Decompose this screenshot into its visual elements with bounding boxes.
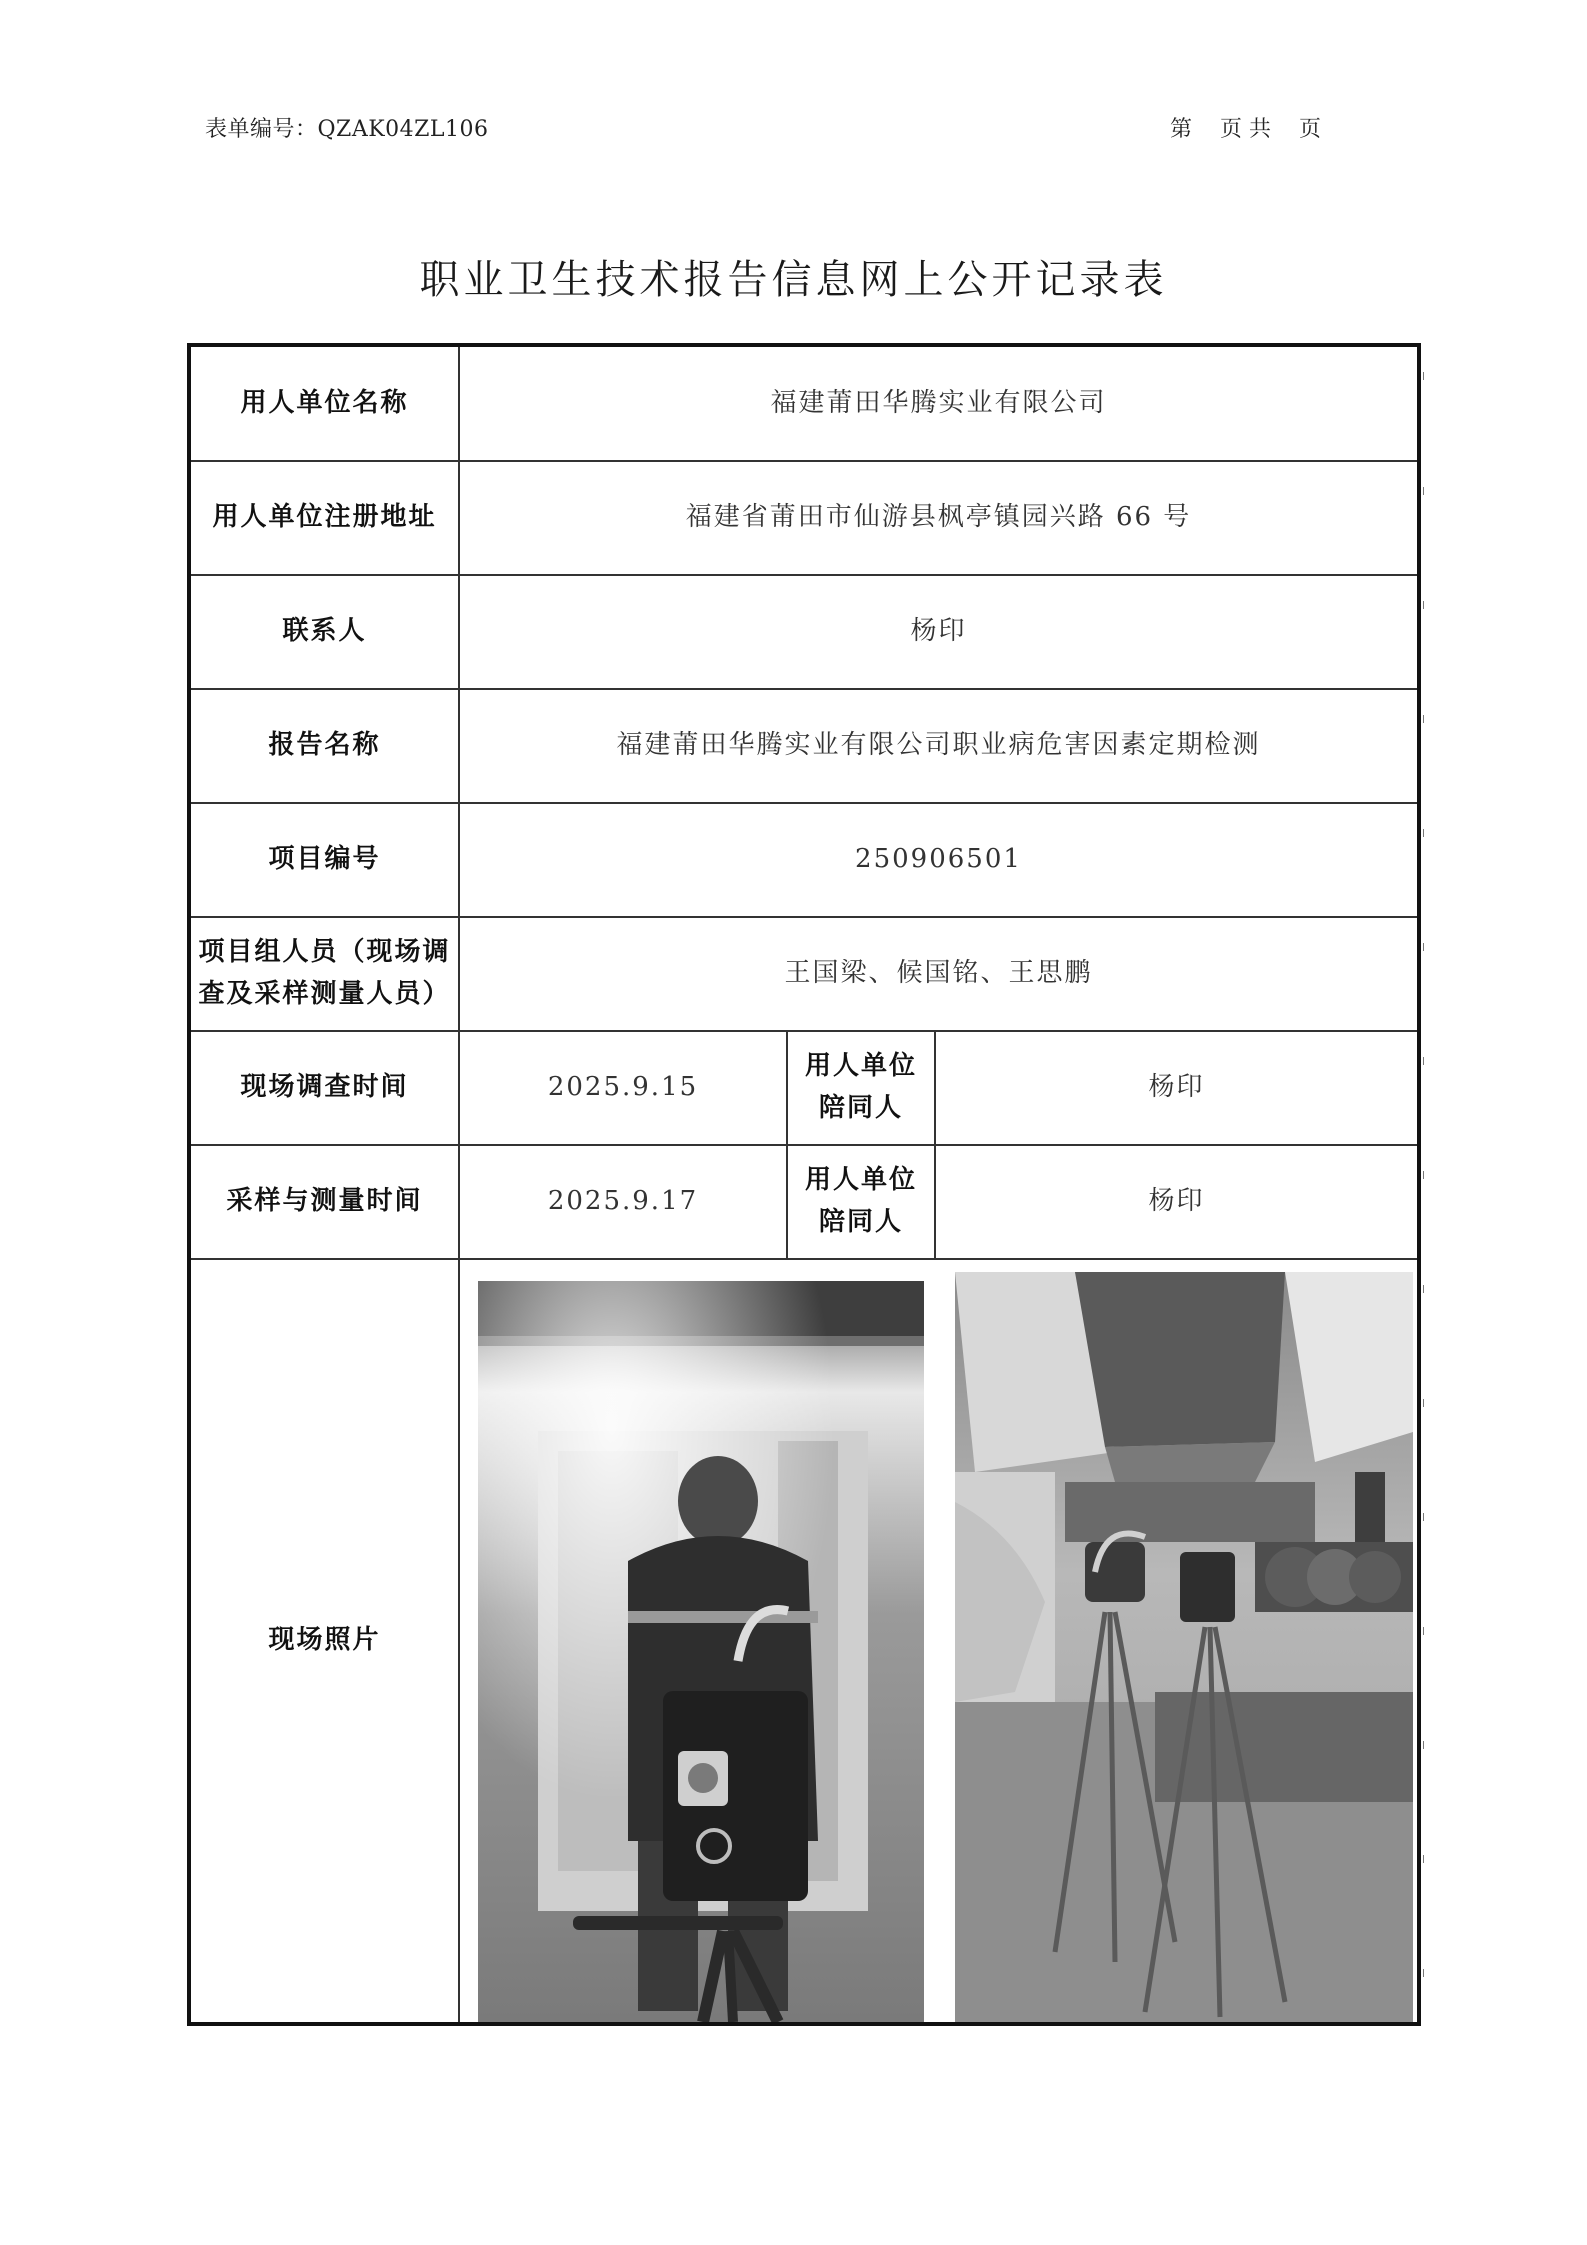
- address-label: 用人单位注册地址: [191, 462, 460, 574]
- row-contact: [191, 576, 1417, 690]
- sampling-escort-value: 杨印: [1148, 1186, 1205, 1217]
- survey-time-label: 现场调查时间: [191, 1032, 460, 1144]
- report-name-value: 福建莆田华腾实业有限公司职业病危害因素定期检测: [616, 730, 1261, 761]
- contact-label: 联系人: [191, 576, 460, 688]
- survey-escort-label-line1: 用人单位: [804, 1051, 917, 1082]
- report-name-label: 报告名称: [191, 690, 460, 802]
- row-project-number: [191, 804, 1417, 918]
- sampling-escort-label-line2: 陪同人: [818, 1207, 903, 1237]
- margin-tick: [1423, 715, 1430, 723]
- margin-tick: [1423, 1513, 1430, 1521]
- margin-tick: [1423, 1969, 1430, 1977]
- row-address: [191, 462, 1417, 576]
- margin-tick: [1423, 1741, 1430, 1749]
- margin-tick: [1423, 601, 1430, 609]
- margin-tick: [1423, 1855, 1430, 1863]
- site-photo-1-image: [478, 1281, 924, 2022]
- row-report-name: [191, 690, 1417, 804]
- photos-label: 现场照片: [191, 1260, 460, 2022]
- site-photo-1: [478, 1281, 924, 2022]
- margin-tick: [1423, 1285, 1430, 1293]
- row-survey-time: [191, 1032, 1417, 1146]
- margin-tick: [1423, 372, 1430, 380]
- team-label-line1: 项目组人员（现场调: [198, 937, 451, 968]
- project-number-label: 项目编号: [191, 804, 460, 916]
- record-table: [187, 343, 1421, 2026]
- team-label: [191, 918, 460, 1030]
- team-label-line2: 查及采样测量人员）: [198, 979, 451, 1009]
- survey-escort-label: [788, 1032, 936, 1144]
- survey-escort-value: 杨印: [1148, 1072, 1205, 1103]
- sampling-time-label: 采样与测量时间: [191, 1146, 460, 1258]
- company-name-label: 用人单位名称: [191, 347, 460, 460]
- row-sampling-time: [191, 1146, 1417, 1260]
- row-company-name: [191, 347, 1417, 462]
- site-photo-2-image: [955, 1272, 1413, 2022]
- margin-tick: [1423, 1171, 1430, 1179]
- form-number: 表单编号：QZAK04ZL106: [205, 117, 489, 142]
- site-photo-2: [955, 1272, 1413, 2022]
- team-value: 王国梁、候国铭、王思鹏: [784, 958, 1093, 989]
- margin-tick: [1423, 1057, 1430, 1065]
- margin-tick: [1423, 943, 1430, 951]
- margin-tick: [1423, 829, 1430, 837]
- margin-tick: [1423, 1399, 1430, 1407]
- row-photos: [191, 1260, 1417, 2022]
- company-name-value: 福建莆田华腾实业有限公司: [770, 387, 1107, 418]
- sampling-escort-label-line1: 用人单位: [804, 1165, 917, 1196]
- margin-tick: [1423, 1627, 1430, 1635]
- page-info: 第 页 共 页: [1170, 117, 1321, 142]
- margin-tick: [1423, 487, 1430, 495]
- row-team: [191, 918, 1417, 1032]
- address-value: 福建省莆田市仙游县枫亭镇园兴路 66 号: [685, 502, 1192, 533]
- project-number-value: 250906501: [855, 844, 1022, 875]
- sampling-time-value: 2025.9.17: [460, 1146, 788, 1258]
- contact-value: 杨印: [910, 616, 967, 647]
- sampling-escort-label: [788, 1146, 936, 1258]
- survey-time-value: 2025.9.15: [460, 1032, 788, 1144]
- document-title: 职业卫生技术报告信息网上公开记录表: [419, 257, 1168, 303]
- survey-escort-label-line2: 陪同人: [818, 1093, 903, 1123]
